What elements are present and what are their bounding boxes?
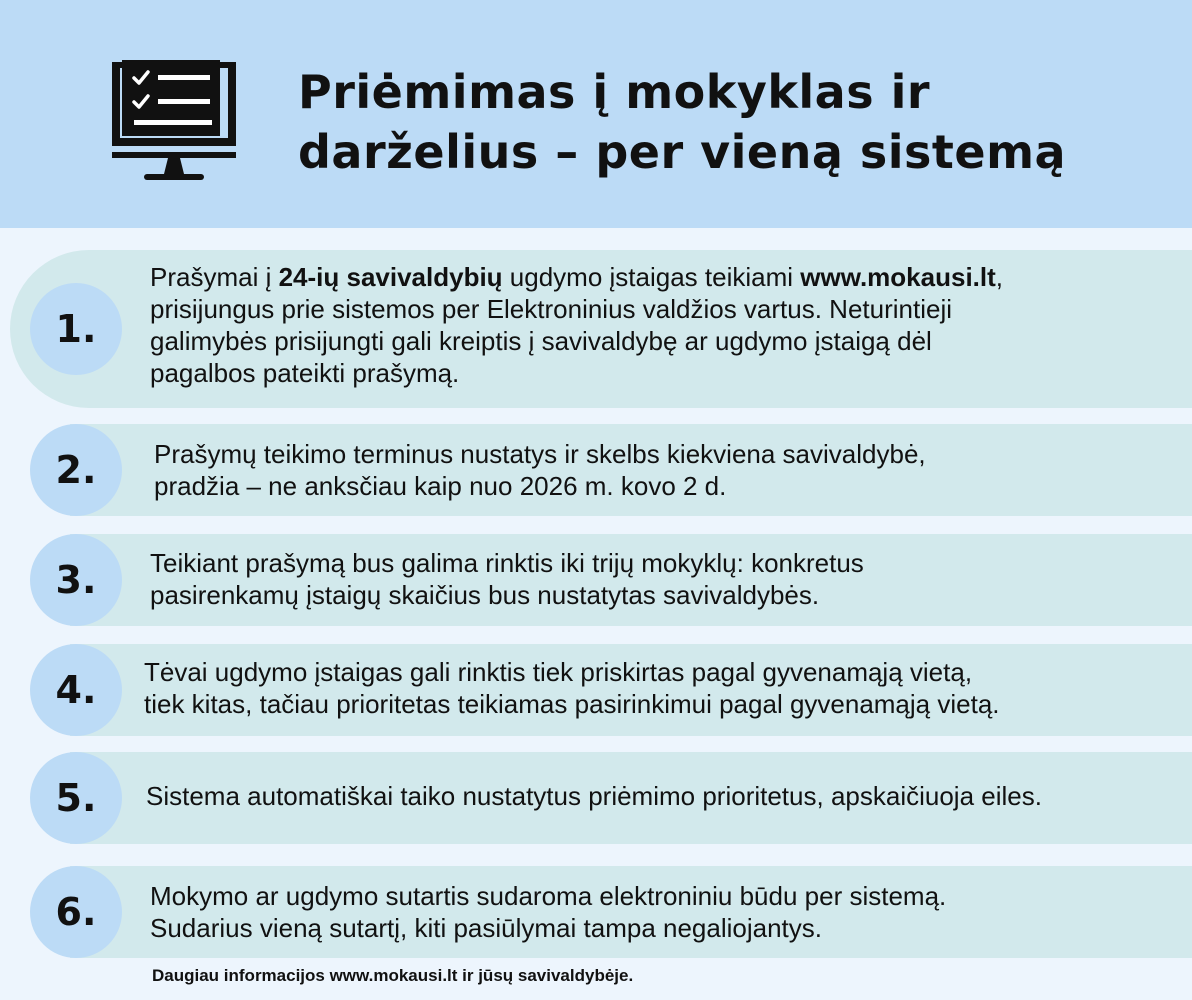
title-line-1: Priėmimas į mokyklas ir [298, 65, 931, 119]
step-text: Tėvai ugdymo įstaigas gali rinktis tiek priskirtas pagal gyvenamąją vietą, tiek kitas, tačiau prioritetas teikiamas pasirinkimui pagal gyvenamąją vietą. [144, 657, 1000, 719]
step-6 [0, 866, 1192, 958]
step-1 [0, 250, 1192, 408]
header-banner [0, 0, 1192, 228]
step-text: Mokymo ar ugdymo sutartis sudaroma elektroniniu būdu per sistemą. Sudarius vieną sutartį, kiti pasiūlymai tampa negaliojantys. [150, 881, 947, 943]
step-3 [0, 534, 1192, 626]
step-text: Sistema automatiškai taiko nustatytus priėmimo prioritetus, apskaičiuoja eiles. [146, 781, 1042, 811]
step-number: 4. [30, 644, 122, 736]
step-5 [0, 752, 1192, 844]
step-number: 1. [30, 283, 122, 375]
step-2 [0, 424, 1192, 516]
step-text: Teikiant prašymą bus galima rinktis iki trijų mokyklų: konkretus pasirenkamų įstaigų skaičius bus nustatytas savivaldybės. [150, 548, 864, 610]
step-number: 2. [30, 424, 122, 516]
step-4 [0, 644, 1192, 736]
step-text: Prašymai į 24-ių savivaldybių ugdymo įstaigas teikiami www.mokausi.lt, prisijungus prie sistemos per Elektroninius valdžios vartus. Neturintieji galimybės prisijungti gali kreiptis į savivaldybę ar ugdymo įstaigą dėl pagalbos pateikti prašymą. [150, 262, 1004, 388]
highlight-municipalities: 24-ių savivaldybių [278, 262, 503, 292]
monitor-checklist-icon [108, 58, 240, 184]
step-text: Prašymų teikimo terminus nustatys ir skelbs kiekviena savivaldybė, pradžia – ne anksčiau kaip nuo 2026 m. kovo 2 d. [154, 439, 926, 501]
step-number: 6. [30, 866, 122, 958]
title-line-2: darželius – per vieną sistemą [298, 125, 1067, 179]
step-number: 5. [30, 752, 122, 844]
footer-note: Daugiau informacijos www.mokausi.lt ir jūsų savivaldybėje. [152, 966, 634, 985]
website-link[interactable]: www.mokausi.lt [800, 262, 996, 292]
step-number: 3. [30, 534, 122, 626]
page-title [298, 62, 1158, 182]
